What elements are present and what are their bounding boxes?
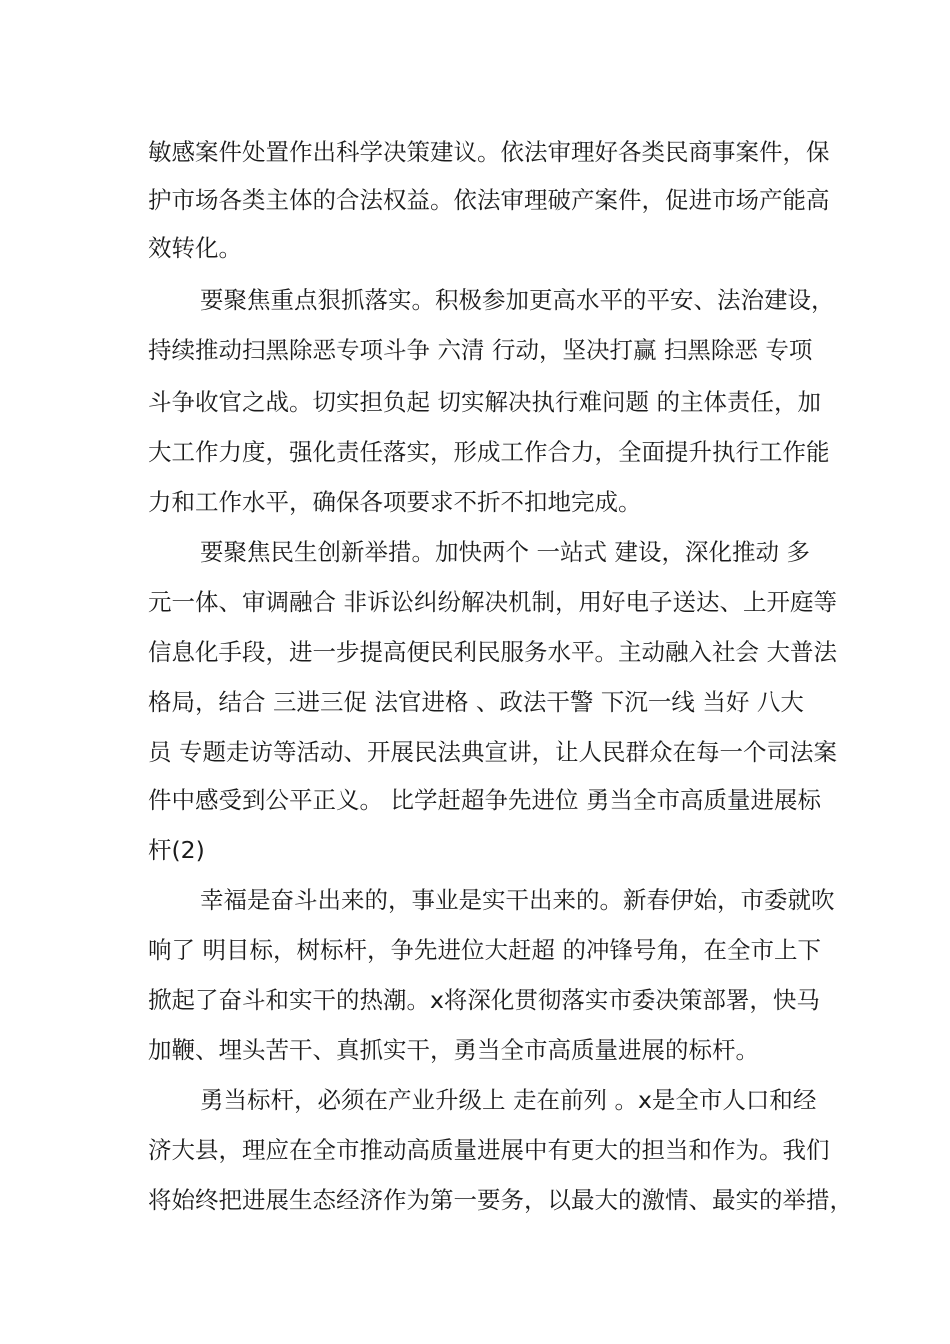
text-line: 格局，结合 三进三促 法官进格 、政法干警 下沉一线 当好 八大 bbox=[148, 688, 804, 716]
text-line: 效转化。 bbox=[148, 234, 242, 262]
paragraph-first-line: 幸福是奋斗出来的，事业是实干出来的。新春伊始，市委就吹 bbox=[200, 886, 835, 914]
text-line: 元一体、审调融合 非诉讼纠纷解决机制，用好电子送达、上开庭等 bbox=[148, 588, 837, 616]
text-line: 力和工作水平，确保各项要求不折不扣地完成。 bbox=[148, 488, 642, 516]
text-line: 掀起了奋斗和实干的热潮。x将深化贯彻落实市委决策部署，快马 bbox=[148, 986, 820, 1014]
paragraph-first-line: 要聚焦重点狠抓落实。积极参加更高水平的平安、法治建设， bbox=[200, 286, 835, 314]
text-line: 杆(2) bbox=[148, 836, 205, 864]
text-line: 信息化手段，进一步提高便民利民服务水平。主动融入社会 大普法 bbox=[148, 638, 837, 666]
paragraph-first-line: 要聚焦民生创新举措。加快两个 一站式 建设，深化推动 多 bbox=[200, 538, 810, 566]
text-line: 加鞭、埋头苦干、真抓实干，勇当全市高质量进展的标杆。 bbox=[148, 1036, 759, 1064]
text-line: 济大县，理应在全市推动高质量进展中有更大的担当和作为。我们 bbox=[148, 1136, 830, 1164]
paragraph-first-line: 勇当标杆，必须在产业升级上 走在前列 。x是全市人口和经 bbox=[200, 1086, 817, 1114]
text-line: 员 专题走访等活动、开展民法典宣讲，让人民群众在每一个司法案 bbox=[148, 738, 837, 766]
text-line: 将始终把进展生态经济作为第一要务，以最大的激情、最实的举措， bbox=[148, 1186, 853, 1214]
text-line: 敏感案件处置作出科学决策建议。依法审理好各类民商事案件，保 bbox=[148, 138, 830, 166]
text-line: 斗争收官之战。切实担负起 切实解决执行难问题 的主体责任，加 bbox=[148, 388, 821, 416]
text-line: 件中感受到公平正义。 比学赶超争先进位 勇当全市高质量进展标 bbox=[148, 786, 821, 814]
text-line: 持续推动扫黑除恶专项斗争 六清 行动，坚决打赢 扫黑除恶 专项 bbox=[148, 336, 813, 364]
text-line: 响了 明目标，树标杆，争先进位大赶超 的冲锋号角，在全市上下 bbox=[148, 936, 821, 964]
text-line: 大工作力度，强化责任落实，形成工作合力，全面提升执行工作能 bbox=[148, 438, 830, 466]
text-line: 护市场各类主体的合法权益。依法审理破产案件，促进市场产能高 bbox=[148, 186, 830, 214]
